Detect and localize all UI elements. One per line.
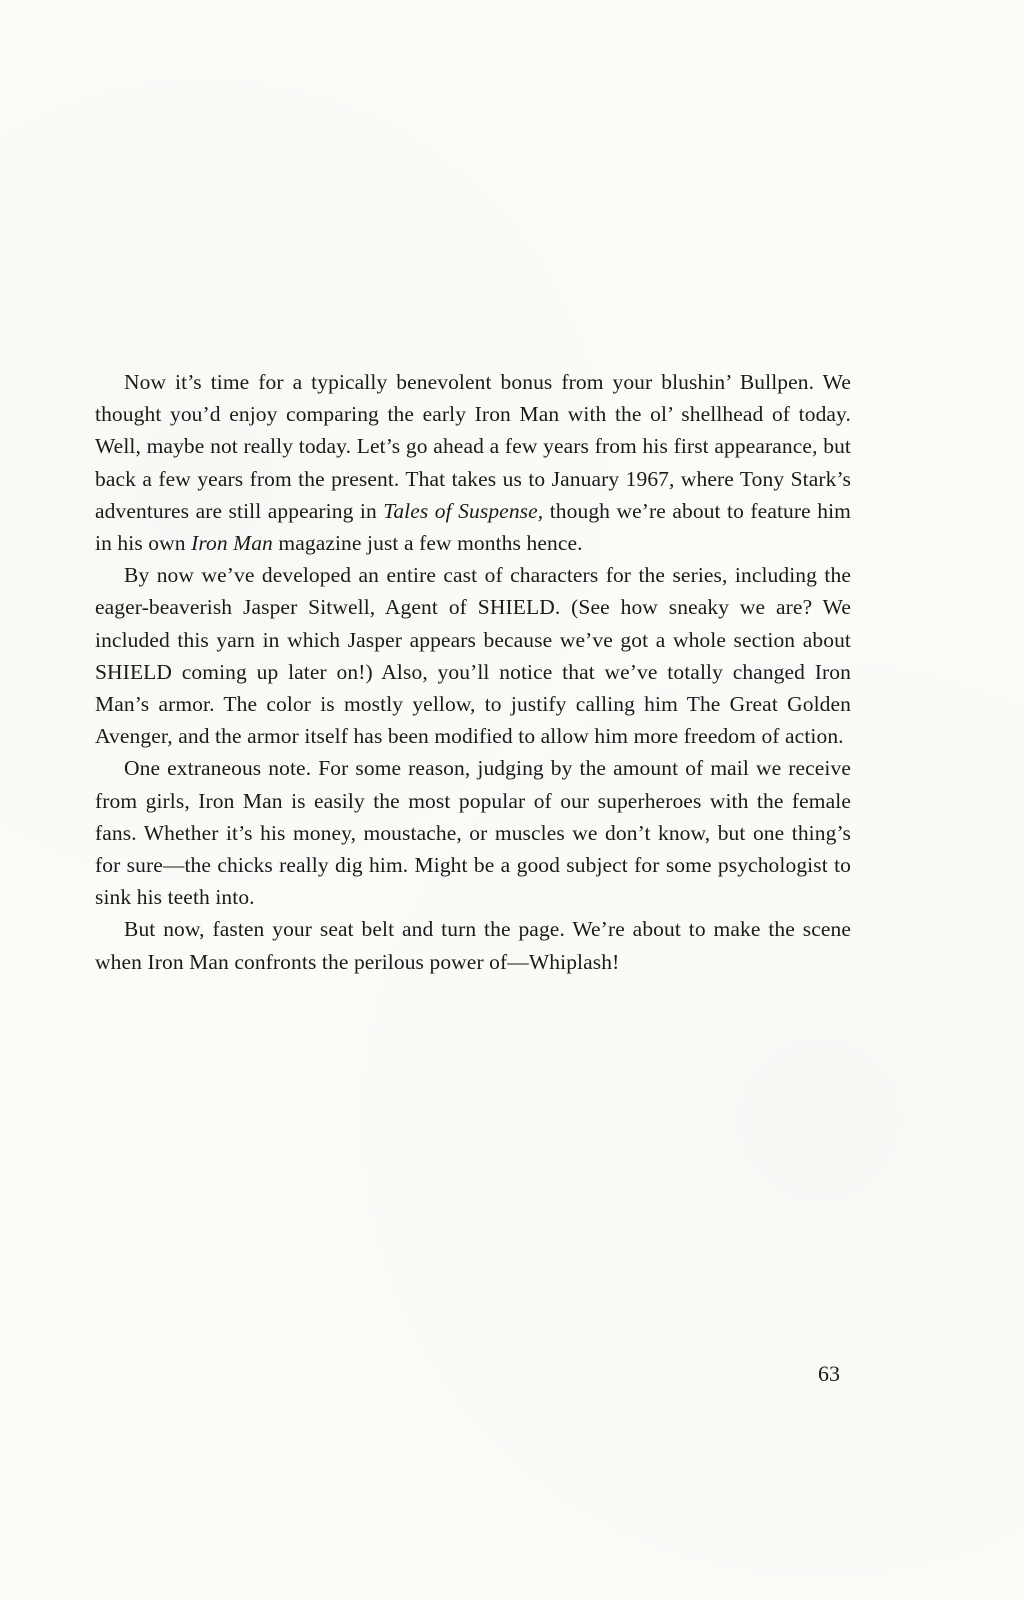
paragraph-2-text: By now we’ve developed an entire cast of characters for the series, including the eager-beaverish Jasper Sitwell, Agent of SHIELD. (See how sneaky we are? We included this yarn in which Jasper appears because we’ve got a whole section about SHIELD coming up later on!) Also, you’ll notice that we’ve totally changed Iron Man’s armor. The color is mostly yellow, to justify calling him The Great Golden Avenger, and the armor itself has been modified to allow him more freedom of action.: [95, 563, 851, 749]
body-text: [95, 366, 851, 978]
paragraph-4-text: But now, fasten your seat belt and turn the page. We’re about to make the scene when Iron Man confronts the perilous power of—Whiplash!: [95, 917, 851, 974]
paragraph-4: [95, 913, 851, 977]
page-number: 63: [818, 1361, 840, 1386]
paragraph-1-run-2: though we’re about to feature him in his own: [95, 498, 851, 556]
paragraph-1-italic-title-tales-of-suspense: Tales of Suspense,: [383, 498, 544, 523]
paragraph-1-run-3: magazine just a few months hence.: [272, 531, 583, 556]
paragraph-3-text: One extraneous note. For some reason, judging by the amount of mail we receive from girls, Iron Man is easily the most popular of our superheroes with the female fans. Whether it’s his money, moustache, or muscles we don’t know, but one thing’s for sure—the chicks really dig him. Might be a good subject for some psychologist to sink his teeth into.: [95, 756, 851, 910]
paragraph-1-italic-title-iron-man: Iron Man: [191, 531, 273, 556]
paragraph-3: [95, 752, 851, 913]
paragraph-1-run-1: Now it’s time for a typically benevolent bonus from your blushin’ Bullpen. We thought you’d enjoy comparing the early Iron Man with the ol’ shellhead of today. Well, maybe not really today. Let’s go ahead a few years from his first appearance, but back a few years from the present. That takes us to January 1967, where Tony Stark’s adventures are still appearing in: [95, 370, 851, 523]
paragraph-1: [95, 366, 851, 559]
paragraph-2: [95, 559, 851, 752]
